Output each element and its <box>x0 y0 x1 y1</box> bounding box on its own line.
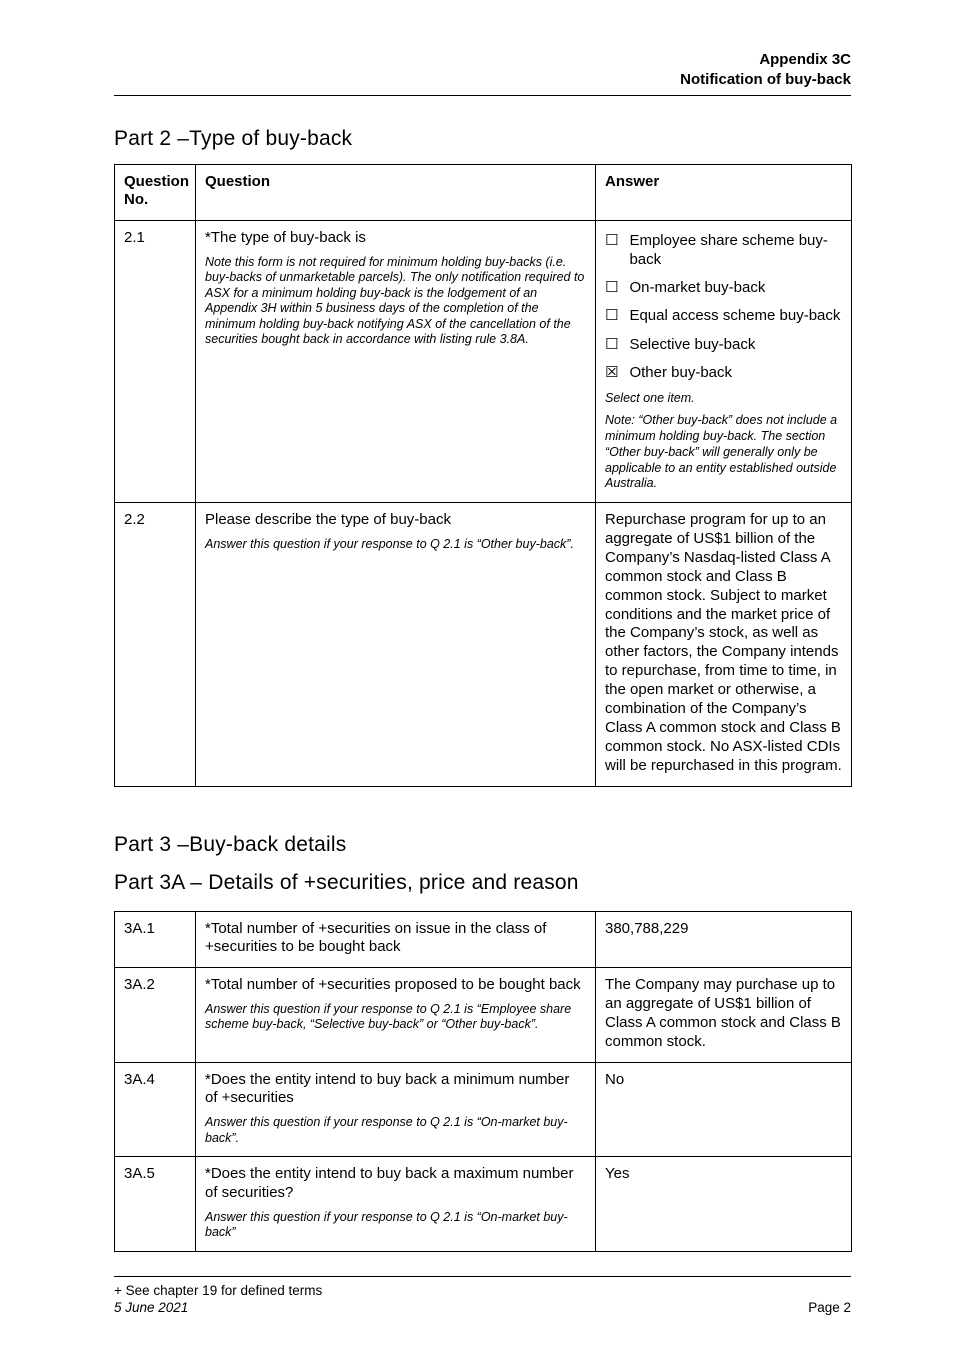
question-title: *Does the entity intend to buy back a maximum number of securities? <box>205 1165 574 1201</box>
checkbox-checked-icon[interactable]: ☒ <box>605 362 619 381</box>
table-row-3a-1 <box>115 911 852 968</box>
question-no: 3A.5 <box>115 1157 196 1252</box>
header-question: Question <box>196 165 596 221</box>
checkbox-other-buyback[interactable] <box>605 363 842 382</box>
question-note: Answer this question if your response to Q 2.1 is “Other buy-back”. <box>205 536 574 551</box>
header-question-no: Question No. <box>115 165 196 221</box>
question-cell <box>196 968 596 1063</box>
checkbox-unchecked-icon[interactable]: ☐ <box>605 230 619 249</box>
question-note: Answer this question if your response to Q 2.1 is “Employee share scheme buy-back, “Selective buy-back” or “Other buy-back”. <box>205 1001 572 1032</box>
defined-terms-note: + See chapter 19 for defined terms <box>114 1282 323 1298</box>
answer-cell <box>596 1157 852 1252</box>
buyback-type-options <box>605 231 842 382</box>
checkbox-label: On-market buy-back <box>629 279 766 297</box>
checkbox-unchecked-icon[interactable]: ☐ <box>605 278 619 297</box>
table-row-2-2 <box>115 503 852 786</box>
question-no: 3A.1 <box>115 911 196 968</box>
question-no: 3A.4 <box>115 1062 196 1157</box>
answer-text: Yes <box>605 1165 630 1183</box>
part3-heading: Part 3 –Buy-back details <box>114 832 347 856</box>
document-subtitle: Notification of buy-back <box>680 70 851 88</box>
question-no: 3A.2 <box>115 968 196 1063</box>
answer-cell <box>596 503 852 786</box>
question-cell <box>196 1157 596 1252</box>
question-title: *The type of buy-back is <box>205 228 366 246</box>
table-header-row <box>115 165 852 221</box>
question-cell <box>196 1062 596 1157</box>
footer-date: 5 June 2021 <box>114 1300 189 1316</box>
document-header <box>114 50 851 96</box>
page-footer <box>114 1276 851 1317</box>
part3a-heading: Part 3A – Details of +securities, price and reason <box>114 870 579 894</box>
checkbox-unchecked-icon[interactable]: ☐ <box>605 306 619 325</box>
answer-text: 380,788,229 <box>605 919 689 937</box>
table-row-3a-2 <box>115 968 852 1063</box>
checkbox-label: Equal access scheme buy-back <box>629 307 841 325</box>
appendix-title: Appendix 3C <box>759 51 851 68</box>
checkbox-equal-access-scheme[interactable] <box>605 306 842 325</box>
question-cell <box>196 503 596 786</box>
checkbox-unchecked-icon[interactable]: ☐ <box>605 334 619 353</box>
checkbox-label: Selective buy-back <box>629 335 756 353</box>
select-one-item-note: Select one item. <box>605 391 695 405</box>
question-title: *Total number of +securities on issue in the class of +securities to be bought back <box>205 919 547 956</box>
part2-heading: Part 2 –Type of buy-back <box>114 127 353 150</box>
question-no: 2.1 <box>115 220 196 502</box>
answer-text: No <box>605 1070 625 1088</box>
table-row-2-1 <box>115 220 852 502</box>
header-answer: Answer <box>596 165 852 221</box>
answer-cell <box>596 1062 852 1157</box>
part2-table <box>114 164 852 787</box>
question-title: Please describe the type of buy-back <box>205 511 451 529</box>
table-row-3a-4 <box>115 1062 852 1157</box>
answer-cell <box>596 968 852 1063</box>
answer-cell <box>596 911 852 968</box>
page-number: Page 2 <box>808 1300 851 1316</box>
checkbox-label: Employee share scheme buy-back <box>629 231 828 269</box>
question-title: *Does the entity intend to buy back a minimum number of +securities <box>205 1070 570 1107</box>
checkbox-employee-share-scheme[interactable] <box>605 231 842 269</box>
checkbox-selective[interactable] <box>605 335 842 354</box>
question-no: 2.2 <box>115 503 196 786</box>
checkbox-label: Other buy-back <box>629 363 732 381</box>
answer-cell <box>596 220 852 502</box>
answer-text: The Company may purchase up to an aggregate of US$1 billion of Class A common stock and Class B common stock. <box>605 976 841 1050</box>
question-cell <box>196 911 596 968</box>
table-row-3a-5 <box>115 1157 852 1252</box>
checkbox-on-market[interactable] <box>605 278 842 297</box>
answer-text: Repurchase program for up to an aggregate of US$1 billion of the Company’s Nasdaq-listed Class A common stock and Class B common stock. Subject to market conditions and the market price of the Company’s stock, as well as other factors, the Company intends to repurchase, from time to time, in the open market or otherwise, a combination of the Company’s Class A common stock and Class B common stock. No ASX-listed CDIs will be repurchased in this program. <box>605 511 842 774</box>
question-note: Answer this question if your response to Q 2.1 is “On-market buy-back”. <box>205 1115 568 1145</box>
question-cell <box>196 220 596 502</box>
question-title: *Total number of +securities proposed to be bought back <box>205 976 581 994</box>
other-buyback-note: Note: “Other buy-back” does not include a minimum holding buy-back. The section “Other buy-back” will generally only be applicable to an entity established outside Australia. <box>605 413 838 491</box>
question-note: Note this form is not required for minimum holding buy-backs (i.e. buy-backs of unmarketable parcels). The only notification required to ASX for a minimum holding buy-back is the lodgement of an Appendix 3H within 5 business days of the completion of the minimum holding buy-back notifying ASX of the cancellation of the securities bought back in accordance with listing rule 3.8A. <box>205 254 585 347</box>
part3a-table <box>114 911 852 1252</box>
question-note: Answer this question if your response to Q 2.1 is “On-market buy-back” <box>205 1209 568 1240</box>
